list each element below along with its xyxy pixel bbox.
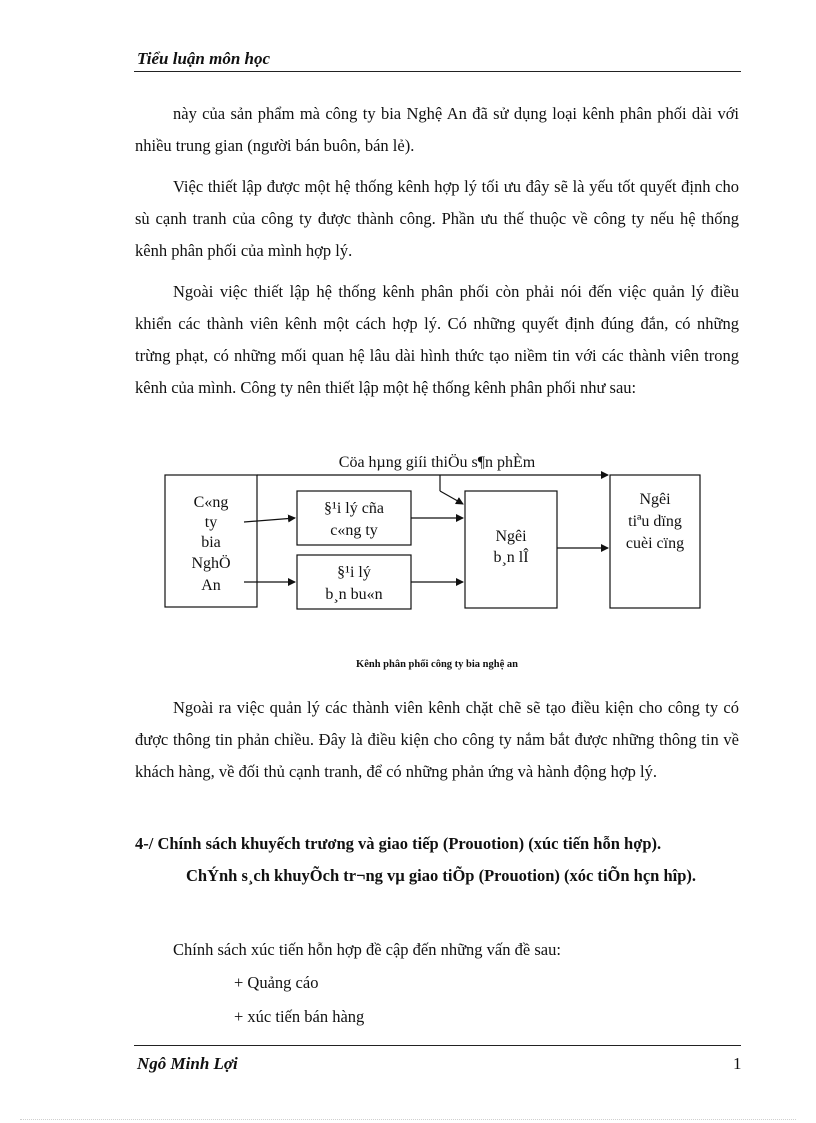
retailer-line: Ngêi — [495, 528, 527, 545]
diagram-caption: Kênh phân phối công ty bia nghệ an — [356, 659, 518, 670]
section-4-heading-duplicate: ChÝnh s¸ch khuyÕch tr¬ng vµ giao tiÕp (Prouotion) (xóc tiÕn hçn hîp). — [186, 866, 697, 885]
section-4-heading: 4-/ Chính sách khuyếch trương và giao tiếp (Prouotion) (xúc tiến hỗn hợp). — [135, 834, 662, 853]
consumer-line: cuèi cïng — [625, 535, 685, 552]
footer-divider — [134, 1045, 741, 1046]
paragraph-3: Ngoài việc thiết lập hệ thống kênh phân phối còn phải nói đến việc quản lý điều khiển các thành viên kênh một cách hợp lý. Có những quyết định đúng đắn, có những trừng phạt, có những mối quan hệ lâu dài hình thức tạo niềm tin với các thành viên trong kênh của mình. Công ty nên thiết lập một hệ thống kênh phân phối như sau: — [135, 282, 739, 397]
paragraph-4: Ngoài ra việc quản lý các thành viên kênh chặt chẽ sẽ tạo điều kiện cho công ty có được thông tin phản chiều. Đây là điều kiện cho công ty nắm bắt được những thông tin về khách hàng, về đối thủ cạnh tranh, để có những phản ứng và hành động hợp lý. — [135, 698, 739, 781]
company-line: NghÖ — [191, 555, 231, 572]
company-agent-line: c«ng ty — [330, 522, 378, 539]
page-header-title: Tiểu luận môn học — [137, 49, 271, 68]
distribution-channel-diagram — [160, 446, 720, 616]
company-line: An — [201, 577, 221, 594]
showroom-to-retailer-arrow — [440, 491, 463, 504]
header-divider — [134, 71, 741, 72]
company-to-agent-arrow — [244, 518, 295, 522]
paragraph-1: này của sản phẩm mà công ty bia Nghệ An đã sử dụng loại kênh phân phối dài với nhiều trung gian (người bán buôn, bán lẻ). — [135, 104, 739, 155]
list-item-sales-promotion: + xúc tiến bán hàng — [234, 1007, 365, 1026]
page-number: 1 — [733, 1054, 742, 1073]
showroom-label: Cöa hµng giíi thiÖu s¶n phÈm — [338, 454, 536, 471]
company-line: ty — [204, 514, 218, 531]
company-line: C«ng — [193, 494, 229, 511]
consumer-line: Ngêi — [639, 491, 671, 508]
page-edge-dotted-line — [20, 1119, 796, 1120]
consumer-line: tiªu dïng — [628, 513, 682, 530]
list-item-advertising: + Quảng cáo — [234, 973, 319, 992]
footer-author: Ngô Minh Lợi — [137, 1054, 238, 1073]
wholesale-agent-line: b¸n bu«n — [325, 586, 383, 603]
retailer-line: b¸n lÎ — [493, 549, 529, 566]
wholesale-agent-line: §¹i lý — [337, 564, 371, 581]
company-agent-line: §¹i lý cña — [324, 500, 384, 517]
company-line: bia — [201, 534, 221, 551]
paragraph-5: Chính sách xúc tiến hỗn hợp đề cập đến những vấn đề sau: — [173, 940, 561, 959]
paragraph-2: Việc thiết lập được một hệ thống kênh hợp lý tối ưu đây sẽ là yếu tốt quyết định cho sù cạnh tranh của công ty được thành công. Phần ưu thế thuộc về công ty nếu hệ thống kênh phân phối của mình hợp lý. — [135, 177, 739, 260]
